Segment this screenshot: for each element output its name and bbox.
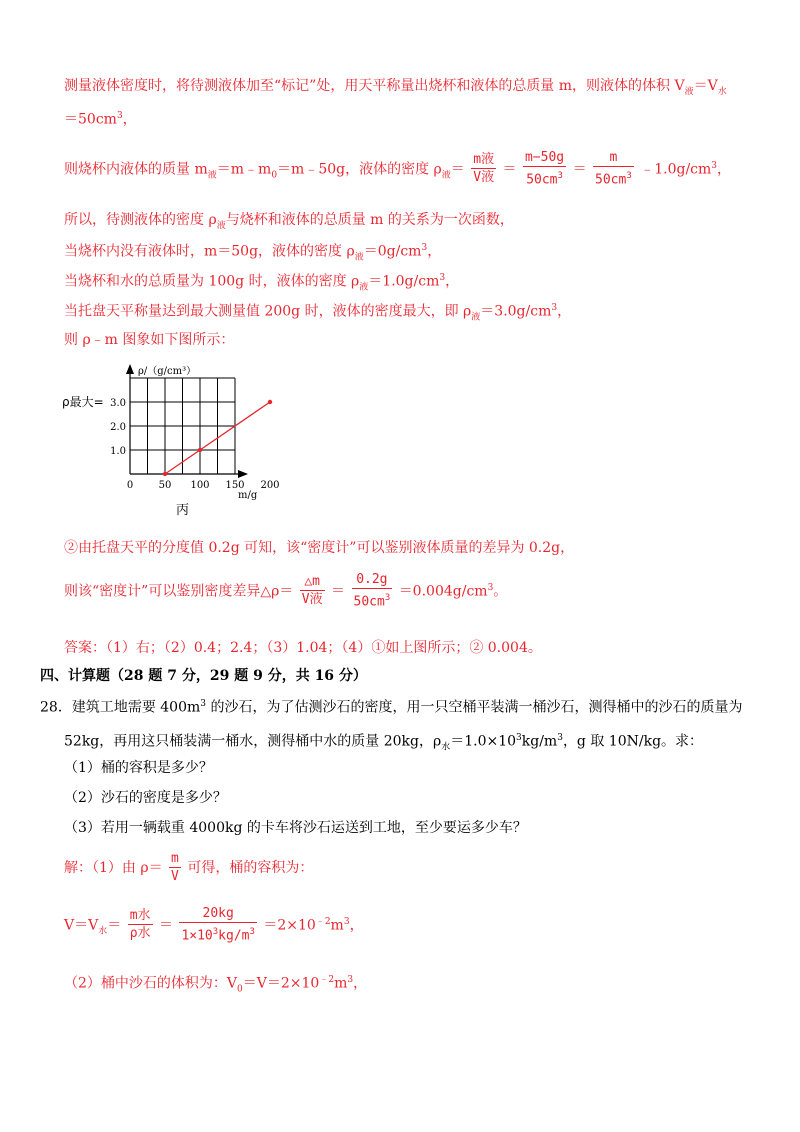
fraction-m-over-v — [471, 152, 496, 187]
denominator — [593, 167, 634, 189]
fraction-m-over-50 — [593, 150, 634, 189]
text: 则烧杯内液体的质量 m — [64, 161, 208, 178]
text: 52kg，再用这只桶装满一桶水，测得桶中水的质量 20kg，ρ — [64, 733, 442, 750]
sub: 液 — [354, 252, 364, 263]
text: ， — [353, 975, 368, 992]
text: ＝ — [450, 161, 465, 178]
text: ＝0.004g/cm — [398, 583, 488, 600]
x-axis-label: m/g — [238, 490, 258, 501]
sub: 0 — [271, 170, 278, 181]
text: 所以，待测液体的密度 ρ — [64, 212, 217, 228]
fraction-m-minus-50 — [523, 150, 566, 189]
sup: ﹣2 — [315, 917, 331, 927]
text: 1×10 — [181, 928, 213, 944]
sup: 3 — [212, 926, 219, 937]
text: ＝ — [572, 161, 587, 178]
fraction-20kg-over-density — [179, 906, 256, 945]
sub: 液 — [441, 170, 451, 181]
denominator — [352, 589, 393, 611]
denominator: V — [171, 868, 179, 884]
text: 50cm — [526, 172, 558, 188]
sup: 3 — [200, 699, 206, 709]
sup: 3 — [516, 733, 522, 743]
text: ，g 取 10N/kg。求： — [562, 733, 704, 750]
y-axis-label: ρ/（g/cm³） — [138, 366, 197, 377]
text: ， — [349, 917, 364, 934]
q28-solution-line2 — [64, 900, 364, 953]
text: 50cm — [353, 594, 385, 610]
solution-line-density-difference — [64, 568, 507, 612]
fraction-0.2g-over-50 — [352, 572, 393, 611]
fraction-m-over-v-def — [169, 851, 181, 886]
sub: 0 — [237, 984, 243, 995]
solution-line-water — [64, 268, 459, 297]
text: 测量液体密度时，将待测液体加至“标记”处，用天平称量出烧杯和液体的总质量 m，则液体的体积 V — [64, 78, 685, 94]
text: ＝50cm — [64, 111, 117, 128]
data-point — [268, 400, 272, 404]
y-tick-label: 3.0 — [110, 398, 126, 409]
text: （2）沙石的密度是多少？ — [64, 790, 227, 806]
text: 四、计算题（28 题 7 分，29 题 9 分，共 16 分） — [40, 668, 367, 684]
solution-line-max — [64, 298, 571, 327]
sub: 液 — [207, 170, 217, 181]
answer-line — [64, 638, 542, 658]
q28-sub3 — [64, 818, 527, 838]
numerator: 0.2g — [352, 572, 393, 589]
data-point — [198, 448, 202, 452]
figure-caption: 丙 — [175, 503, 190, 518]
x-tick-label: 0 — [126, 480, 134, 491]
rho-m-graph — [60, 360, 280, 530]
denominator: V液 — [473, 170, 495, 186]
text: ＝V＝2×10 — [242, 975, 320, 992]
q28-sub2 — [64, 788, 227, 808]
data-point — [163, 472, 167, 476]
solution-line-volume — [64, 76, 727, 102]
text: ， — [717, 161, 732, 178]
text: ＝m﹣50g，液体的密度 ρ — [277, 161, 442, 178]
sub: 液 — [684, 86, 694, 97]
sup: 3 — [347, 975, 354, 985]
text: ＝1.0×10 — [450, 733, 517, 750]
numerator: △m — [300, 574, 325, 591]
solution-line-density-formula — [64, 146, 731, 195]
q28-solution-line1 — [64, 848, 313, 888]
text: 的沙石，为了估测沙石的密度，用一只空桶平装满一桶沙石，测得桶中的沙石的质量为 — [206, 699, 743, 716]
numerator: m水 — [129, 908, 151, 924]
text: ＝V — [693, 78, 718, 94]
x-tick-label: 50 — [158, 480, 172, 491]
sup: 3 — [711, 161, 718, 171]
text: ＝0g/cm — [363, 243, 422, 260]
text: ， — [445, 273, 460, 290]
sup: 3 — [551, 303, 558, 313]
numerator: m液 — [473, 152, 495, 168]
denominator: ρ水 — [129, 926, 151, 942]
sup: 3 — [421, 243, 428, 253]
text: ， — [122, 111, 137, 128]
solution-line-linear — [64, 210, 514, 236]
sup: 3 — [439, 273, 446, 283]
y-max-label: ρ最大= — [62, 395, 104, 409]
sup: 3 — [557, 170, 563, 181]
text: ＝1.0g/cm — [368, 273, 440, 290]
y-tick-label: 1.0 — [110, 446, 126, 457]
q28-line2 — [64, 728, 703, 757]
fraction-mwater-over-rhowater — [128, 908, 153, 943]
text: 答案：（1）右；（2）0.4；2.4；（3）1.04；（4）①如上图所示；② 0.004。 — [64, 640, 542, 656]
solution-line-balance-division — [64, 538, 574, 558]
text: 。 — [493, 583, 508, 600]
text: ＝ — [107, 917, 122, 934]
text: （1）桶的容积是多少？ — [64, 760, 213, 776]
solution-line-graph-intro — [64, 330, 234, 350]
sup: 3 — [557, 733, 563, 743]
text: （2）桶中沙石的体积为：V — [64, 975, 238, 992]
text: kg/m — [218, 928, 250, 944]
text: ， — [427, 243, 442, 260]
sup: 3 — [249, 926, 255, 937]
solution-line-volume-value — [64, 106, 137, 130]
sup: 3 — [116, 111, 123, 121]
q28-sub1 — [64, 758, 213, 778]
text: ＝ — [331, 583, 346, 600]
sub: 水 — [441, 742, 451, 753]
text: 则 ρ﹣m 图象如下图所示： — [64, 332, 235, 348]
text: 则该“密度计”可以鉴别密度差异△ρ＝ — [64, 583, 294, 600]
text: 可得，桶的容积为： — [187, 860, 314, 876]
sub: 液 — [216, 220, 226, 231]
text: 50cm — [595, 172, 627, 188]
q28-line1 — [40, 694, 742, 718]
text: ＝m﹣m — [216, 161, 272, 178]
text: m — [330, 917, 344, 934]
sup: 3 — [487, 583, 494, 593]
text: ＝2×10 — [263, 917, 316, 934]
text: 解：（1）由 ρ＝ — [64, 860, 163, 876]
sub: 水 — [98, 926, 108, 937]
denominator: V液 — [301, 592, 323, 608]
fraction-delta-m — [300, 574, 325, 609]
sub: 液 — [471, 312, 481, 323]
denominator — [523, 167, 566, 189]
text: （3）若用一辆载重 4000kg 的卡车将沙石运送到工地，至少要运多少车？ — [64, 820, 527, 836]
x-tick-label: 150 — [225, 480, 245, 491]
text: ②由托盘天平的分度值 0.2g 可知，该“密度计”可以鉴别液体质量的差异为 0.2g， — [64, 540, 575, 556]
denominator — [179, 923, 256, 945]
text: m — [334, 975, 348, 992]
numerator: m — [593, 150, 634, 167]
text: ＝ — [502, 161, 517, 178]
text: 28．建筑工地需要 400m — [40, 699, 201, 716]
text: ＝3.0g/cm — [480, 303, 552, 320]
y-axis-arrow — [126, 364, 134, 374]
solution-line-empty — [64, 238, 441, 267]
text: 当托盘天平称量达到最大测量值 200g 时，液体的密度最大，即 ρ — [64, 303, 472, 320]
x-tick-label: 100 — [190, 480, 210, 491]
sup: 3 — [343, 917, 350, 927]
numerator: m−50g — [524, 149, 565, 165]
q28-solution-line3 — [64, 970, 367, 999]
y-tick-label: 2.0 — [110, 422, 126, 433]
text: 当烧杯和水的总质量为 100g 时，液体的密度 ρ — [64, 273, 360, 290]
text: ， — [557, 303, 572, 320]
sub: 液 — [359, 282, 369, 293]
sup: 3 — [626, 170, 632, 181]
text: ﹣1.0g/cm — [640, 161, 712, 178]
sup: ﹣2 — [319, 975, 335, 985]
numerator: 20kg — [179, 906, 256, 923]
sup: 3 — [384, 592, 391, 603]
text: ＝ — [158, 917, 173, 934]
text: 与烧杯和液体的总质量 m 的关系为一次函数， — [225, 212, 514, 228]
text: 当烧杯内没有液体时，m＝50g，液体的密度 ρ — [64, 243, 355, 260]
x-tick-label: 200 — [260, 480, 280, 491]
numerator: m — [171, 850, 179, 866]
sub: 水 — [717, 86, 727, 97]
text: V＝V — [64, 917, 99, 934]
text: kg/m — [521, 733, 558, 750]
x-axis-arrow — [238, 470, 248, 478]
section-heading — [40, 666, 367, 686]
